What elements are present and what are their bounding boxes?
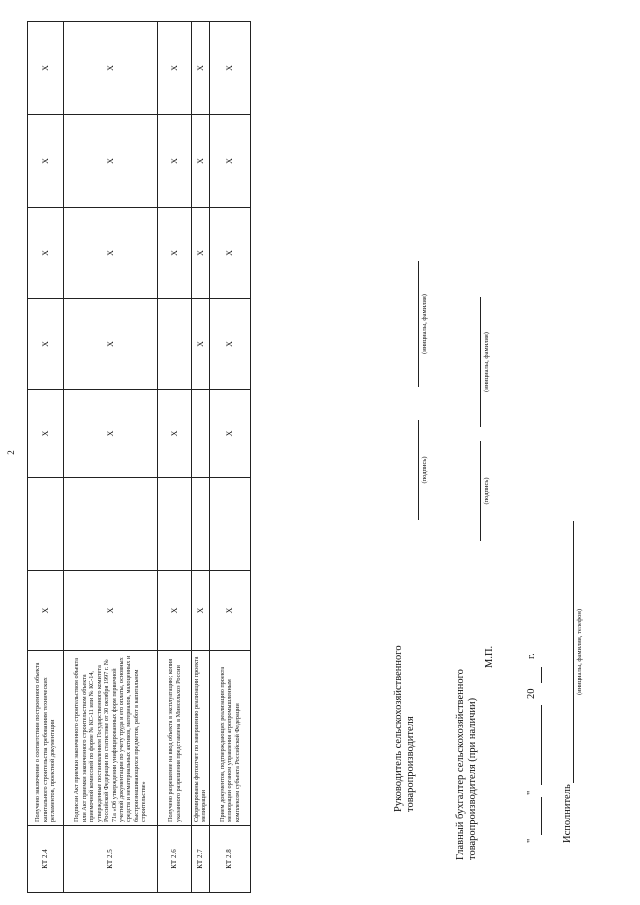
control-points-table-body [28,22,251,893]
stamp-placeholder: М.П. [484,645,495,668]
accountant-label-line1: Главный бухгалтер сельскохозяйственного [455,669,466,860]
row-mark-cell: Х [192,571,210,651]
date-century: 20 [526,688,537,699]
row-mark-cell: Х [192,208,210,299]
row-mark-cell: Х [192,115,210,208]
row-mark-cell: Х [28,571,64,651]
row-mark-cell: Х [192,22,210,115]
row-code: КТ 2.4 [28,826,64,893]
row-description: Подписан Акт приемки законченного строительством объекта или Акт приемки законченного строительством объекта приемочной комиссией по форме № КС-11 или № КС-14, утвержденные постановлением Государственного комитета Российской Федерации по статистике от 30 октября 1997 г. № 71а «Об утверждении унифицированных форм первичной учетной документации по учету труда и его оплаты, основных средств и нематериальных активов, материалов, малоценных и быстроизнашивающихся предметов, работ в капитальном строительстве» [64,651,158,826]
row-mark-cell: Х [209,299,250,390]
row-mark-cell [192,390,210,478]
row-mark-cell: Х [209,571,250,651]
row-code: КТ 2.5 [64,826,158,893]
date-day-line[interactable] [541,797,542,835]
row-mark-cell: Х [64,208,158,299]
row-description: Прием документов, подтверждающих реализацию проекта мелиорации органом управления агропромышленным комплексом субъекта Российской Федерации [209,651,250,826]
row-mark-cell: Х [64,22,158,115]
executor-caption: (инициалы, фамилия, телефон) [576,608,583,696]
row-mark-cell [158,299,192,390]
head-label-line2: товаропроизводителя [405,716,416,812]
row-mark-cell: Х [64,115,158,208]
row-mark-cell: Х [209,208,250,299]
control-points-table [27,21,251,893]
table-row [209,22,250,893]
accountant-initials-caption: (инициалы, фамилия) [483,332,490,392]
row-mark-cell: Х [64,299,158,390]
row-description: Сформированы фотоотчет по завершению реализации проекта мелиорации [192,651,210,826]
head-signature-caption: (подпись) [421,456,428,484]
row-mark-cell [64,478,158,571]
row-mark-cell: Х [192,299,210,390]
head-label-line1: Руководитель сельскохозяйственного [393,645,404,812]
row-mark-cell [192,478,210,571]
table-row [158,22,192,893]
row-code: КТ 2.8 [209,826,250,893]
page-number: 2 [6,450,16,455]
table-row [64,22,158,893]
row-mark-cell: Х [28,208,64,299]
executor-label: Исполнитель [562,784,573,843]
row-mark-cell: Х [28,299,64,390]
table-row [192,22,210,893]
date-quote-close: " [526,790,537,795]
row-mark-cell: Х [64,390,158,478]
row-mark-cell [158,478,192,571]
row-mark-cell: Х [158,208,192,299]
date-quote-open: " [526,838,537,843]
row-mark-cell: Х [28,390,64,478]
date-year-line[interactable] [541,667,542,683]
accountant-initials-line[interactable] [480,297,481,427]
row-mark-cell: Х [158,22,192,115]
accountant-signature-line[interactable] [480,441,481,541]
date-year-suffix: г. [526,653,537,659]
executor-line[interactable] [573,521,574,783]
row-mark-cell: Х [158,390,192,478]
row-mark-cell [209,478,250,571]
row-mark-cell: Х [209,390,250,478]
row-mark-cell: Х [158,571,192,651]
row-mark-cell [28,478,64,571]
row-mark-cell: Х [28,22,64,115]
head-signature-label [393,645,417,812]
accountant-signature-label [455,669,479,860]
accountant-signature-caption: (подпись) [483,477,490,505]
row-mark-cell: Х [209,22,250,115]
date-month-line[interactable] [541,705,542,785]
row-description: Получено заключение о соответствии построенного объекта капитального строительства требованиям технических регламентов, проектной документации [28,651,64,826]
table-row [28,22,64,893]
head-initials-line[interactable] [418,261,419,387]
row-mark-cell: Х [158,115,192,208]
accountant-label-line2: товаропроизводителя (при наличии) [467,697,478,860]
row-code: КТ 2.7 [192,826,210,893]
row-mark-cell: Х [64,571,158,651]
row-mark-cell: Х [209,115,250,208]
head-signature-line[interactable] [418,420,419,520]
row-mark-cell: Х [28,115,64,208]
row-code: КТ 2.6 [158,826,192,893]
head-initials-caption: (инициалы, фамилия) [421,294,428,354]
row-description: Получено разрешение на ввод объекта в эксплуатацию; копия указанного разрешения представлена в Минсельхоз России [158,651,192,826]
